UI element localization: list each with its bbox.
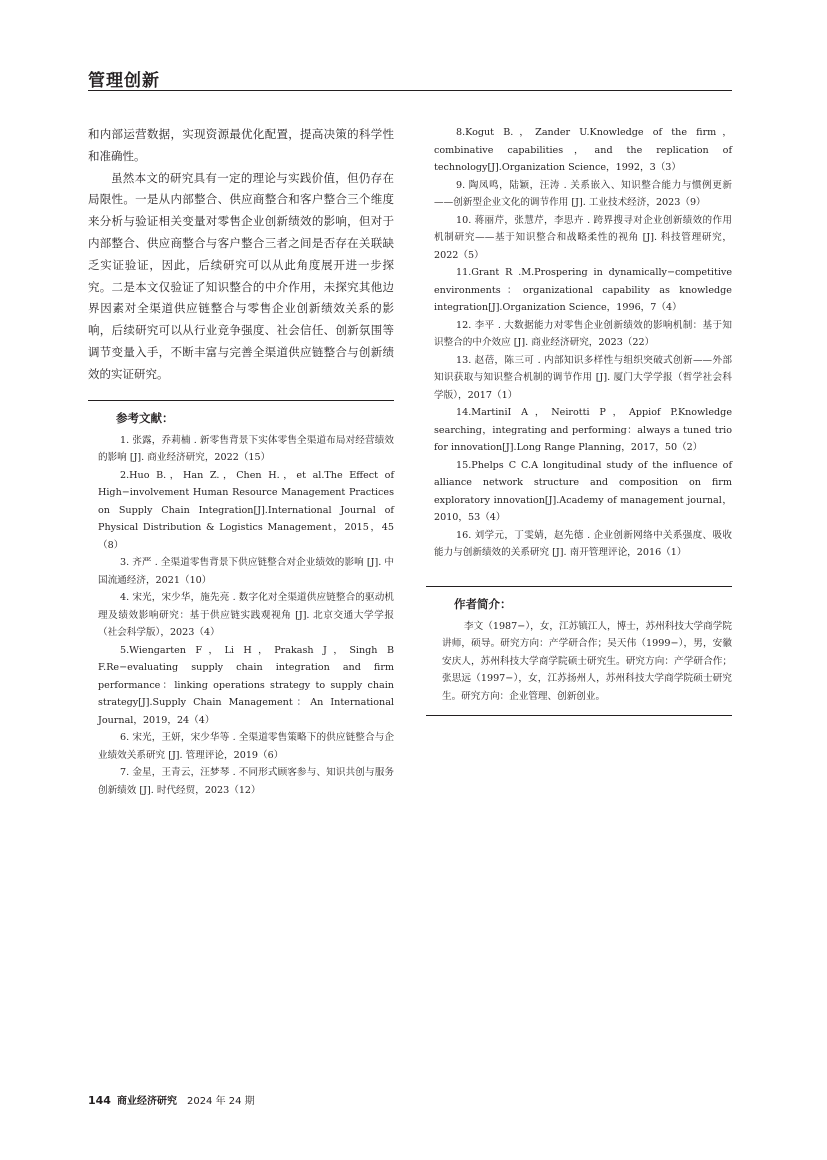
references-list-continued <box>426 124 732 562</box>
references-list <box>88 432 394 800</box>
reference-item: 2.Huo B.，Han Z.，Chen H.，et al.The Effect of High−involvement Human Resource Management Practices on Supply Chain Integration[J].International Journal of Physical Distribution & Logistics Management，2015，45（8） <box>98 469 394 551</box>
author-heading: 作者简介： <box>454 596 512 611</box>
reference-item: 5.Wiengarten F，Li H，Prakash J，Singh B F.Re−evaluating supply chain integration and firm performance：linking operations strategy to supply chain strategy[J].Supply Chain Management：An International Journal，2019，24（4） <box>98 644 394 726</box>
left-column <box>88 124 394 799</box>
reference-item: 6. 宋光，王妍，宋少华等 . 全渠道零售策略下的供应链整合与企业绩效关系研究 [J]. 管理评论，2019（6） <box>98 732 394 761</box>
reference-item: 11.Grant R .M.Prospering in dynamically−competitive environments：organizational capability as knowledge integration[J].Organization Science，1996，7（4） <box>434 267 732 313</box>
reference-item: 7. 金星，王青云，汪梦琴 . 不同形式顾客参与、知识共创与服务创新绩效 [J]. 时代经贸，2023（12） <box>98 767 394 796</box>
page-number: 144 <box>88 1094 111 1107</box>
reference-item: 1. 张露，乔莉楠 . 新零售背景下实体零售全渠道布局对经营绩效的影响 [J]. 商业经济研究，2022（15） <box>98 434 394 464</box>
section-title: 管理创新 <box>88 71 160 91</box>
body-paragraph: 虽然本文的研究具有一定的理论与实践价值，但仍存在局限性。一是从内部整合、供应商整合和客户整合三个维度来分析与验证相关变量对零售企业创新绩效的影响，但对于内部整合、供应商整合与客户整合三者之间是否存在关联缺乏实证验证，因此，后续研究可以从此角度展开进一步探究。二是本文仅验证了知识整合的中介作用，未探究其他边界因素对全渠道供应链整合与零售企业创新绩效关系的影响，后续研究可以从行业竞争强度、社会信任、创新氛围等调节变量入手，不断丰富与完善全渠道供应链整合与创新绩效的实证研究。 <box>88 170 394 381</box>
reference-item: 16. 刘学元，丁雯婧，赵先德 . 企业创新网络中关系强度、吸收能力与创新绩效的关系研究 [J]. 南开管理评论，2016（1） <box>434 529 732 558</box>
author-divider-top <box>426 586 732 587</box>
issue-label: 2024 年 24 期 <box>186 1096 255 1107</box>
author-divider-bottom <box>426 715 732 716</box>
reference-item: 14.MartiniI A，Neirotti P，Appiof P.Knowledge searching，integrating and performing：always a tuned trio for innovation[J].Long Range Planning，2017，50（2） <box>434 407 732 453</box>
references-divider <box>88 400 394 401</box>
reference-item: 3. 齐严 . 全渠道零售背景下供应链整合对企业绩效的影响 [J]. 中国流通经济，2021（10） <box>98 557 394 586</box>
reference-item: 9. 陶凤鸣，陆颖，汪涛 . 关系嵌入、知识整合能力与惯例更新——创新型企业文化的调节作用 [J]. 工业技术经济，2023（9） <box>434 179 732 208</box>
reference-item: 13. 赵蓓，陈三可 . 内部知识多样性与组织突破式创新——外部知识获取与知识整合机制的调节作用 [J]. 厦门大学学报（哲学社会科学版），2017（1） <box>434 354 732 401</box>
right-column <box>426 124 732 716</box>
reference-item: 15.Phelps C C.A longitudinal study of the influence of alliance network structure and composition on firm exploratory innovation[J].Academy of management journal，2010，53（4） <box>434 459 732 523</box>
reference-item: 12. 李平 . 大数据能力对零售企业创新绩效的影响机制：基于知识整合的中介效应 [J]. 商业经济研究，2023（22） <box>434 319 732 348</box>
body-paragraph: 和内部运营数据，实现资源最优化配置，提高决策的科学性和准确性。 <box>88 127 394 163</box>
header-divider <box>88 90 732 91</box>
page-footer <box>88 1092 255 1107</box>
reference-item: 4. 宋光，宋少华，施先亮 . 数字化对全渠道供应链整合的驱动机理及绩效影响研究：基于供应链实践观视角 [J]. 北京交通大学学报（社会科学版），2023（4） <box>98 592 394 639</box>
journal-name: 商业经济研究 <box>116 1096 177 1107</box>
references-heading: 参考文献： <box>116 410 174 425</box>
reference-item: 10. 蒋丽芹，张慧芹，李思卉 . 跨界搜寻对企业创新绩效的作用机制研究——基于知识整合和战略柔性的视角 [J]. 科技管理研究，2022（5） <box>434 214 732 261</box>
author-bio: 李文（1987−），女，江苏镇江人，博士，苏州科技大学商学院讲师，硕导。研究方向：产学研合作；吴天伟（1999−），男，安徽安庆人，苏州科技大学商学院硕士研究生。研究方向：产学研合作；张思远（1997−），女，江苏扬州人，苏州科技大学商学院硕士研究生。研究方向：企业管理、创新创业。 <box>442 620 732 702</box>
reference-item: 8.Kogut B.，Zander U.Knowledge of the firm，combinative capabilities，and the replication of technology[J].Organization Science，1992，3（3） <box>434 127 732 173</box>
